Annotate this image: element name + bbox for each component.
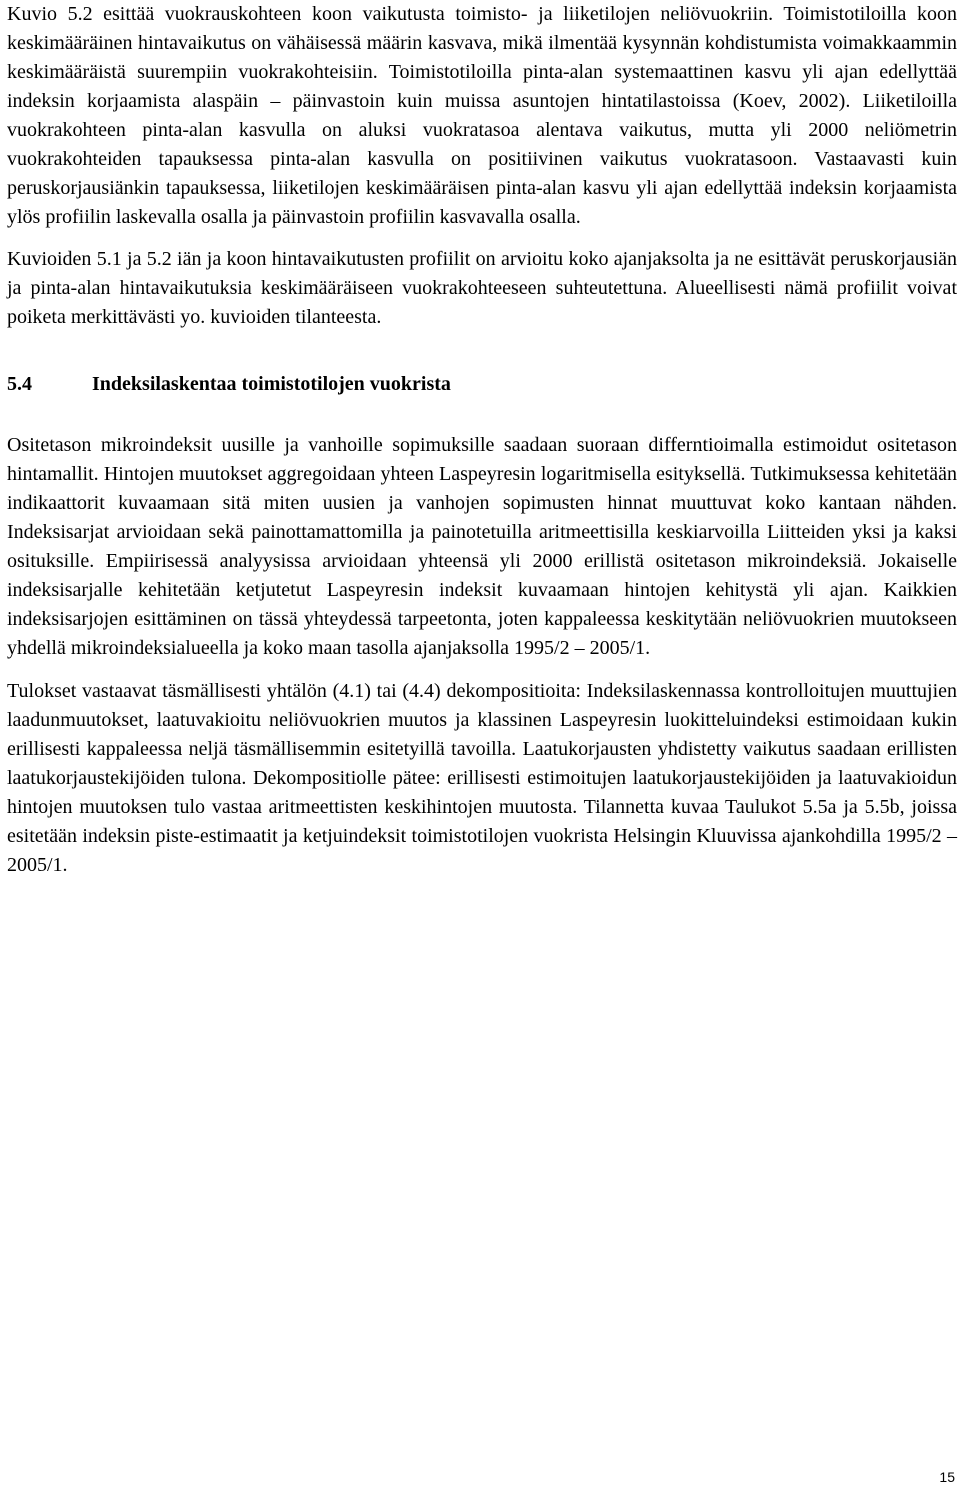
page-number: 15 [939, 1469, 955, 1485]
section-title: Indeksilaskentaa toimistotilojen vuokrista [92, 373, 451, 395]
section-number: 5.4 [7, 373, 32, 395]
section-heading [7, 370, 957, 399]
paragraph-decomposition-results: Tulokset vastaavat täsmällisesti yhtälön (4.1) tai (4.4) dekompositioita: Indeksilaskennassa kontrolloitujen muuttujien laadunmuutokset, laatuvakioitu neliövuokrien muutos ja klassinen Laspeyresin luokitteluindeksi estimoidaan kukin erillisesti kappaleessa neljä täsmällisemmin esitetyillä tavoilla. Laatukorjausten yhdistetty vaikutus saadaan erillisten laatukorjaustekijöiden tulona. Dekompositiolle pätee: erillisesti estimoitujen laatukorjaustekijöiden ja laatuvakioidun hintojen muutoksen tulo vastaa aritmeettisten keskihintojen muutosta. Tilannetta kuvaa Taulukot 5.5a ja 5.5b, joissa esitetään indeksin piste-estimaatit ja ketjuindeksit toimistotilojen vuokrista Helsingin Kluuvissa ajankohdilla 1995/2 – 2005/1. [7, 680, 957, 876]
document-page [7, 0, 957, 880]
paragraph-profiles-summary: Kuvioiden 5.1 ja 5.2 iän ja koon hintavaikutusten profiilit on arvioitu koko ajanjaksolta ja ne esittävät peruskorjausiän ja pinta-alan hintavaikutuksia keskimääräiseen vuokrakohteeseen suhteutettuna. Alueellisesti nämä profiilit voivat poiketa merkittävästi yo. kuvioiden tilanteesta. [7, 248, 957, 328]
paragraph-micro-indices: Ositetason mikroindeksit uusille ja vanhoille sopimuksille saadaan suoraan differntioimalla estimoidut ositetason hintamallit. Hintojen muutokset aggregoidaan yhteen Laspeyresin logaritmisella esityksellä. Tutkimuksessa kehitetään indikaattorit kuvaamaan sitä miten uusien ja vanhojen sopimusten hinnat muuttuvat koko kantaan nähden. Indeksisarjat arvioidaan sekä painottamattomilla ja painotetuilla aritmeettisilla keskiarvoilla Liitteiden yksi ja kaksi osituksille. Empiirisessä analyysissa arvioidaan yhteensä yli 2000 erillistä ositetason mikroindeksiä. Jokaiselle indeksisarjalle kehitetään ketjutetut Laspeyresin indeksit kuvaamaan hintojen kehitystä yli ajan. Kaikkien indeksisarjojen esittäminen on tässä yhteydessä tarpeetonta, joten kappaleessa keskitytään neliövuokrien muutokseen yhdellä mikroindeksialueella ja koko maan tasolla ajanjaksolla 1995/2 – 2005/1. [7, 434, 957, 659]
paragraph-figure-5-2-description: Kuvio 5.2 esittää vuokrauskohteen koon vaikutusta toimisto- ja liiketilojen neliövuokriin. Toimistotiloilla koon keskimääräinen hintavaikutus on vähäisessä määrin kasvava, mikä ilmentää kysynnän kohdistumista voimakkaammin keskimääräistä suurempiin vuokrakohteisiin. Toimistotiloilla pinta-alan systemaattinen kasvu yli ajan edellyttää indeksin korjaamista alaspäin – päinvastoin kuin muissa asuntojen hintatilastoissa (Koev, 2002). Liiketiloilla vuokrakohteen pinta-alan kasvulla on aluksi vuokratasoa alentava vaikutus, mutta yli 2000 neliömetrin vuokrakohteiden tapauksessa pinta-alan kasvulla on positiivinen vaikutus vuokratasoon. Vastaavasti kuin peruskorjausiänkin tapauksessa, liiketilojen keskimääräisen pinta-alan kasvu yli ajan edellyttää indeksin korjaamista ylös profiilin laskevalla osalla ja päinvastoin profiilin kasvavalla osalla. [7, 3, 957, 228]
